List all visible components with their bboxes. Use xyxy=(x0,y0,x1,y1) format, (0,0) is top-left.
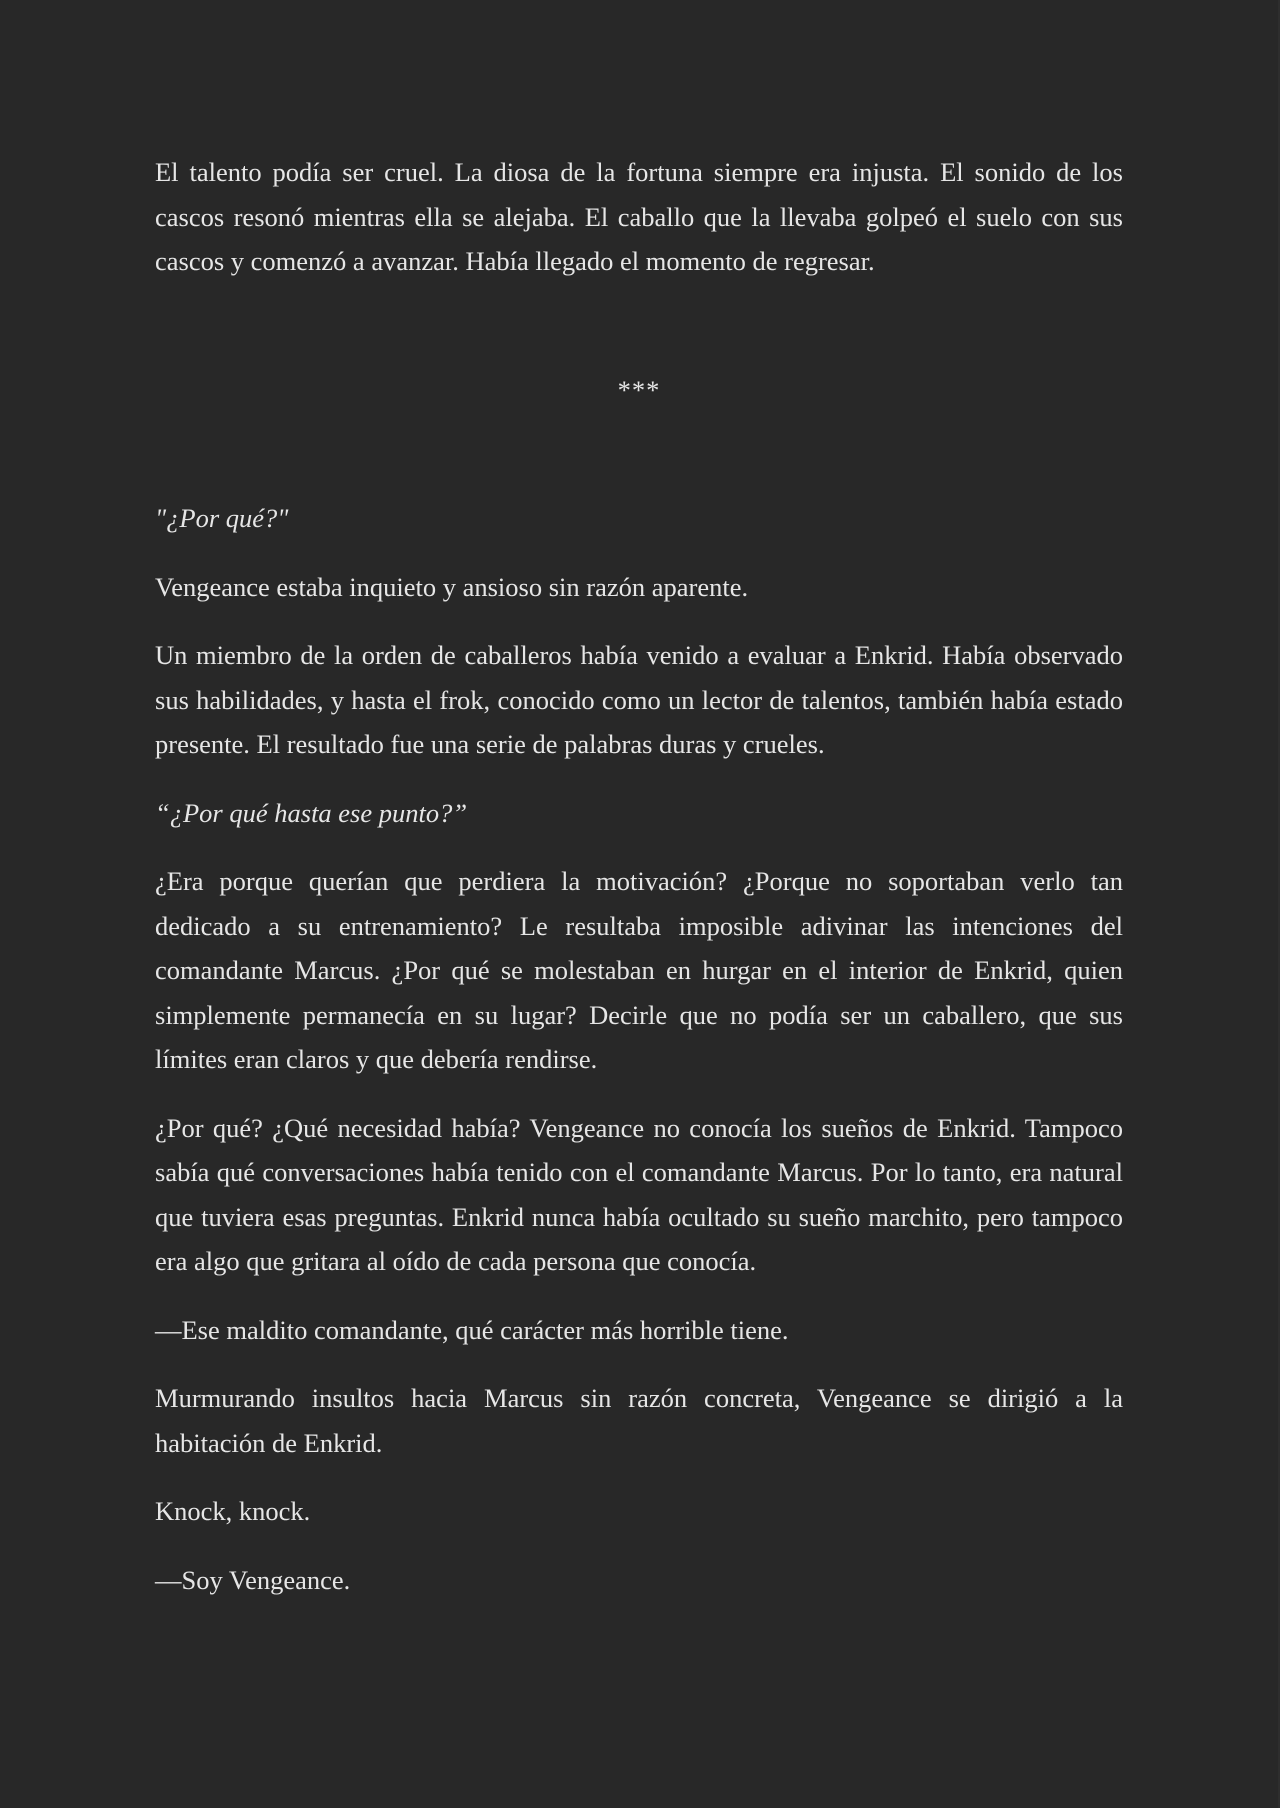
paragraph-dialogue-commander: —Ese maldito comandante, qué carácter más horrible tiene. xyxy=(155,1314,789,1345)
paragraph-motivation-questions: ¿Era porque querían que perdiera la motivación? ¿Porque no soportaban verlo tan dedicado a su entrenamiento? Le resultaba imposible adivinar las intenciones del comandante Marcus. ¿Por qué se molestaban en hurgar en el interior de Enkrid, quien simplemente permanecía en su lugar? Decirle que no podía ser un caballero, que sus límites eran claros y que debería rendirse. xyxy=(155,866,1123,1074)
paragraph-dialogue-soy-vengeance: —Soy Vengeance. xyxy=(155,1564,351,1595)
paragraph-knock: Knock, knock. xyxy=(155,1496,311,1526)
scene-break: *** xyxy=(617,374,661,405)
paragraph-opening: El talento podía ser cruel. La diosa de la fortuna siempre era injusta. El sonido de los cascos resonó mientras ella se alejaba. El caballo que la llevaba golpeó el suelo con sus cascos y comenzó a avanzar. Había llegado el momento de regresar. xyxy=(155,157,1123,276)
paragraph-vengeance-anxious: Vengeance estaba inquieto y ansioso sin razón aparente. xyxy=(155,571,749,602)
chapter-reader xyxy=(155,150,1123,1626)
paragraph-murmuring: Murmurando insultos hacia Marcus sin razón concreta, Vengeance se dirigió a la habitación de Enkrid. xyxy=(155,1383,1123,1458)
paragraph-knight-evaluation: Un miembro de la orden de caballeros había venido a evaluar a Enkrid. Había observado sus habilidades, y hasta el frok, conocido como un lector de talentos, también había estado presente. El resultado fue una serie de palabras duras y crueles. xyxy=(155,640,1123,759)
paragraph-thought-hasta-ese-punto: “¿Por qué hasta ese punto?” xyxy=(155,797,468,828)
paragraph-thought-por-que: "¿Por qué?" xyxy=(155,503,289,533)
paragraph-dreams: ¿Por qué? ¿Qué necesidad había? Vengeance no conocía los sueños de Enkrid. Tampoco sabía qué conversaciones había tenido con el comandante Marcus. Por lo tanto, era natural que tuviera esas preguntas. Enkrid nunca había ocultado su sueño marchito, pero tampoco era algo que gritara al oído de cada persona que conocía. xyxy=(155,1112,1123,1276)
